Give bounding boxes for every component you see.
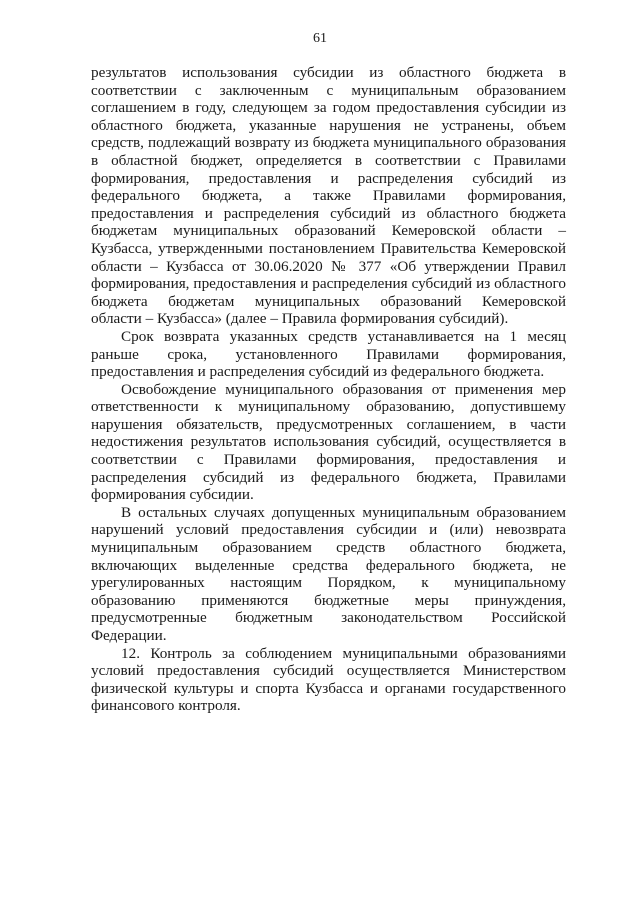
text-line: финансового контроля. — [91, 697, 241, 715]
text-line: условий предоставления субсидий осуществляется Министерством — [91, 662, 566, 680]
text-line: Федерации. — [91, 627, 167, 644]
text-line: бюджета бюджетам муниципальных образований Кемеровской — [91, 292, 566, 310]
text-line: соответствии с Правилами формирования, предоставления и — [91, 451, 566, 469]
text-line: урегулированных настоящим Порядком, к муниципальному — [91, 574, 566, 592]
text-line: области – Кузбасса» (далее – Правила формирования субсидий). — [91, 310, 509, 328]
text-line: области – Кузбасса от 30.06.2020 № 377 «Об утверждении Правил — [91, 257, 566, 275]
text-line: в областной бюджет, определяется в соответствии с Правилами — [91, 151, 566, 169]
text-line: физической культуры и спорта Кузбасса и органами государственного — [91, 679, 566, 697]
document-body — [91, 64, 566, 715]
text-line: соответствии с заключенным с муниципальным образованием — [91, 81, 566, 99]
text-line: результатов использования субсидии из областного бюджета в — [91, 64, 566, 81]
text-line: Срок возврата указанных средств устанавливается на 1 месяц — [121, 327, 566, 345]
text-line: федерального бюджета, а также Правилами формирования, — [91, 187, 566, 205]
text-line: формирования субсидии. — [91, 486, 254, 504]
text-line: включающих выделенные средства федерального бюджета, не — [91, 556, 566, 574]
text-line: бюджетам муниципальных образований Кемеровской области – — [91, 222, 566, 240]
text-line: предусмотренные бюджетным законодательством Российской — [91, 609, 566, 627]
text-line: недостижения результатов использования субсидий, осуществляется в — [91, 433, 566, 451]
text-line: соглашением в году, следующем за годом предоставления субсидии из — [91, 99, 566, 117]
text-line: муниципальным образованием средств областного бюджета, — [91, 539, 566, 557]
text-line: образованию применяются бюджетные меры принуждения, — [91, 591, 566, 609]
text-line: ответственности к муниципальному образованию, допустившему — [91, 398, 566, 416]
text-line: распределения субсидий из федерального бюджета, Правилами — [91, 468, 566, 486]
text-line: формирования, предоставления и распределения субсидий из — [91, 169, 566, 187]
text-line: В остальных случаях допущенных муниципальным образованием — [121, 503, 566, 521]
text-line: нарушений условий предоставления субсидии и (или) невозврата — [91, 521, 566, 539]
page-number: 61 — [313, 31, 327, 46]
text-line: областного бюджета, указанные нарушения не устранены, объем — [91, 116, 566, 134]
text-line: Освобождение муниципального образования от применения мер — [121, 380, 566, 398]
text-line: нарушения обязательств, предусмотренных соглашением, в части — [91, 415, 566, 433]
text-line: Кузбасса, утвержденными постановлением Правительства Кемеровской — [91, 239, 566, 257]
text-line: предоставления и распределения субсидий из федерального бюджета. — [91, 363, 545, 381]
text-line: раньше срока, установленного Правилами формирования, — [91, 345, 566, 363]
text-line: 12. Контроль за соблюдением муниципальными образованиями — [121, 644, 566, 662]
text-line: предоставления и распределения субсидий из областного бюджета — [91, 204, 566, 222]
text-line: формирования, предоставления и распределения субсидий из областного — [91, 275, 566, 293]
text-line: средств, подлежащий возврату из бюджета муниципального образования — [91, 134, 566, 152]
